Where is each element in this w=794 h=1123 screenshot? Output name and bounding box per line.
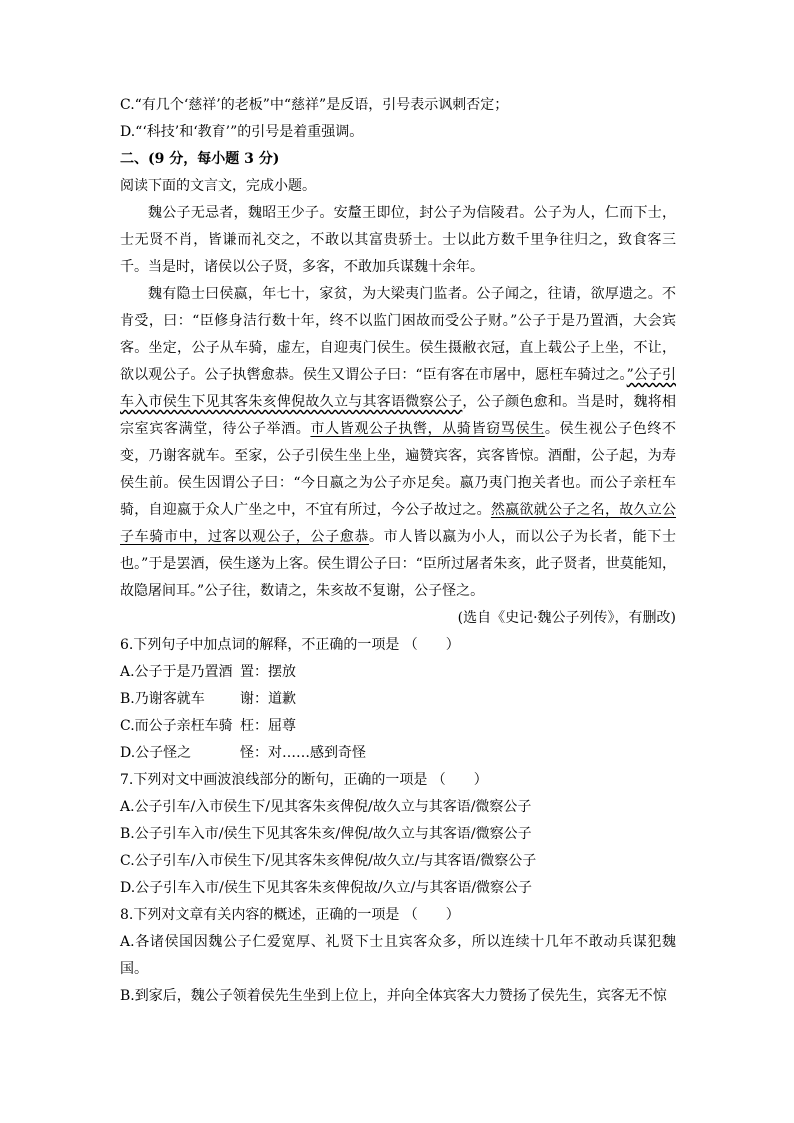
passage-text: 。侯生视公子色终不变，乃谢客就车。至家，公子引侯生坐上坐，遍赞宾客，宾客皆惊。酒酣，公子起，为寿侯生前。侯生因谓公子曰：“今日嬴之为公子亦足矣。嬴乃夷门抱关者也。而公子亲枉车骑，自迎嬴于众人广坐之中，不宜有所过，今公子故过之。: [120, 421, 677, 518]
section-heading: 二、(9 分，每小题 3 分): [120, 151, 280, 167]
section-instruction: 阅读下面的文言文，完成小题。: [120, 178, 316, 194]
question-7-stem: 7.下列对文中画波浪线部分的断句，正确的一项是 （ ）: [120, 772, 488, 788]
question-6-option: [120, 740, 676, 767]
passage-source: (选自《史记·魏公子列传》，有删改): [457, 610, 676, 626]
wavy-underlined-text: ”公子引车入市侯生下见其客朱亥俾倪故久立与其客语微察公子: [120, 367, 676, 410]
question-8-option-b: B.到家后，魏公子领着侯先生坐到上位上，并向全体宾客大力赞扬了侯先生，宾客无不惊: [120, 988, 667, 1004]
question-6-stem: 6.下列句子中加点词的解释，不正确的一项是 （ ）: [120, 637, 460, 653]
document-page: [120, 92, 676, 1010]
option-explanation: 谢：道歉: [240, 691, 296, 707]
option-sentence: C.而公子亲枉车骑: [120, 718, 233, 734]
question-7-option: D.公子引车入市/侯生下见其客朱亥俾倪故/久立/与其客语/微察公子: [120, 880, 533, 896]
question-6-option: [120, 713, 676, 740]
question-8-stem: 8.下列对文章有关内容的概述，正确的一项是 （ ）: [120, 907, 460, 923]
passage-text: ，公子颜色愈和。当是时，魏将相宗室宾客满堂，待公子举酒。: [120, 394, 677, 437]
passage-text: 魏有隐士曰侯嬴，年七十，家贫，为大梁夷门监者。公子闻之，往请，欲厚遗之。不肯受，曰：“臣修身洁行数十年，终不以监门困故而受公子财。”公子于是乃置酒，大会宾客。坐定，公子从车骑，虚左，自迎夷门侯生。侯生摄敝衣冠，直上载公子上坐，不让，欲以观公子。公子执辔愈恭。侯生又谓公子曰：“臣有客在市屠中，愿枉车骑过之。: [120, 286, 676, 383]
option-d-line: D.“‘科技’和‘教育’”的引号是着重强调。: [120, 124, 364, 140]
passage-paragraph-1: 魏公子无忌者，魏昭王少子。安釐王即位，封公子为信陵君。公子为人，仁而下士，士无贤不肖，皆谦而礼交之，不敢以其富贵骄士。士以此方数千里争往归之，致食客三千。当是时，诸侯以公子贤，多客，不敢加兵谋魏十余年。: [120, 205, 676, 275]
option-sentence: B.乃谢客就车: [120, 691, 205, 707]
passage-paragraph-2: [120, 281, 676, 605]
option-sentence: A.公子于是乃置酒: [120, 664, 233, 680]
question-8-option-a: A.各诸侯国因魏公子仁爱宽厚、礼贤下士且宾客众多，所以连续十几年不敢动兵谋犯魏国。: [120, 934, 676, 977]
question-7-option: C.公子引车/入市侯生下/见其客朱亥俾倪/故久立/与其客语/微察公子: [120, 853, 537, 869]
underlined-sentence-1: 市人皆观公子执辔，从骑皆窃骂侯生: [310, 421, 545, 437]
question-7-option: A.公子引车/入市侯生下/见其客朱亥俾倪/故久立与其客语/微察公子: [120, 799, 532, 815]
option-explanation: 置：摆放: [240, 664, 296, 680]
passage-text: 。市人皆以嬴为小人，而以公子为长者，能下士也。”于是罢酒，侯生遂为上客。侯生谓公子曰：“臣所过屠者朱亥，此子贤者，世莫能知，故隐屠间耳。”公子往，数请之，朱亥故不复谢，公子怪之。: [120, 529, 677, 599]
option-c-line: C.“有几个‘慈祥’的老板”中“慈祥”是反语，引号表示讽刺否定；: [120, 97, 509, 113]
option-explanation: 枉：屈尊: [240, 718, 296, 734]
question-6-option: [120, 659, 676, 686]
option-explanation: 怪：对……感到奇怪: [240, 745, 366, 761]
option-sentence: D.公子怪之: [120, 745, 192, 761]
question-7-option: B.公子引车入市/侯生下见其客朱亥/俾倪/故久立与其客语/微察公子: [120, 826, 532, 842]
underlined-sentence-2: 然嬴欲就公子之名，故久立公子车骑市中，过客以观公子，公子愈恭: [120, 502, 677, 545]
question-6-option: [120, 686, 676, 713]
